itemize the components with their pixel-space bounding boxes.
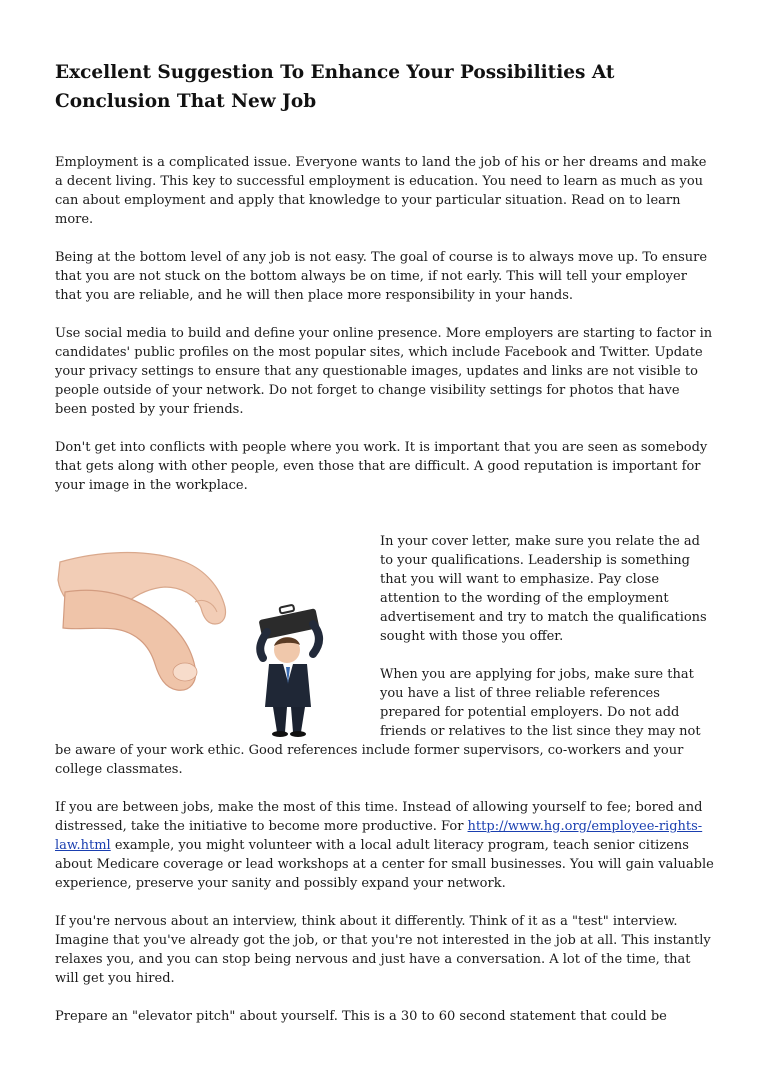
paragraph-references: When you are applying for jobs, make sure that you have a list of three reliable references prepared for potential employers. Do not add friends or relatives to the list since they may not be aware of your work ethic. Good references include former supervisors, co-workers and your college classmates. [55,667,701,777]
paragraph-conflicts: Don't get into conflicts with people where you work. It is important that you are seen as somebody that gets along with other people, even those that are difficult. A good reputation is important for your image in the workplace. [55,440,708,493]
businessman-figure [259,605,320,737]
paragraph-between-jobs [55,798,715,893]
paragraph-cover-letter: In your cover letter, make sure you relate the ad to your qualifications. Leadership is something that you will want to emphasize. Pay close attention to the wording of the employment advertisement and try to match the qualifications sought with those you offer. [380,534,707,644]
hand-flick-image [55,532,380,738]
article-title: Excellent Suggestion To Enhance Your Possibilities At Conclusion That New Job [55,62,615,112]
hand-flick-illustration [55,532,380,738]
article [55,58,715,1045]
between-jobs-text-2: example, you might volunteer with a local adult literacy program, teach senior citizens about Medicare coverage or lead workshops at a center for small businesses. You will gain valuable experience, preserve your sanity and possibly expand your network. [55,838,714,891]
between-jobs-text-1: If you are between jobs, make the most of this time. Instead of allowing yourself to fee; bored and distressed, take the initiative to become more productive. For [55,800,703,834]
paragraph-bottom-level: Being at the bottom level of any job is not easy. The goal of course is to always move up. To ensure that you are not stuck on the bottom always be on time, if not early. This will tell your employer that you are reliable, and he will then place more responsibility in your hands. [55,250,708,303]
paragraph-intro: Employment is a complicated issue. Everyone wants to land the job of his or her dreams and make a decent living. This key to successful employment is education. You need to learn as much as you can about employment and apply that knowledge to your particular situation. Read on to learn more. [55,155,707,227]
employee-rights-link[interactable]: http://www.hg.org/employee-rights-law.html [55,819,703,853]
paragraph-interview: If you're nervous about an interview, think about it differently. Think of it as a "test" interview. Imagine that you've already got the job, or that you're not interested in the job at all. This instantly relaxes you, and you can stop being nervous and just have a conversation. A lot of the time, that will get you hired. [55,914,711,986]
paragraph-elevator-pitch: Prepare an "elevator pitch" about yourself. This is a 30 to 60 second statement that could be [55,1009,667,1024]
paragraph-social-media: Use social media to build and define your online presence. More employers are starting to factor in candidates' public profiles on the most popular sites, which include Facebook and Twitter. Update your privacy settings to ensure that any questionable images, updates and links are not visible to people outside of your network. Do not forget to change visibility settings for photos that have been posted by your friends. [55,326,713,417]
